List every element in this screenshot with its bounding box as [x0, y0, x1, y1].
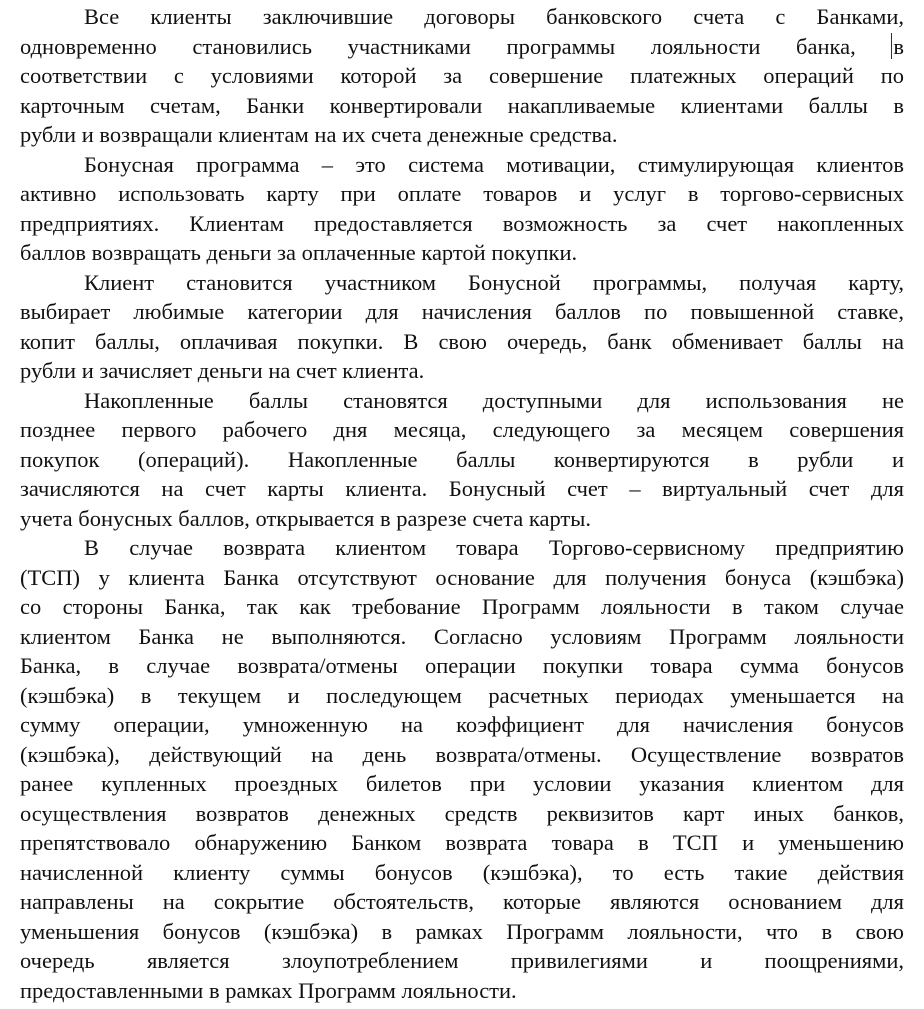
text-segment: в — [893, 33, 905, 59]
text-line: уменьшения бонусов (кэшбэка) в рамках Программ лояльности, что в свою — [20, 918, 904, 944]
text-line: Накопленные баллы становятся доступными для использования не — [84, 387, 904, 413]
text-line: рубли и возвращали клиентам на их счета денежные средства. — [20, 122, 618, 147]
text-line: соответствии с условиями которой за совершение платежных операций по — [20, 63, 904, 88]
text-line: В случае возврата клиентом товара Торгово-сервисному предприятию — [84, 535, 904, 560]
text-line: осуществления возвратов денежных средств реквизитов карт иных банков, — [20, 800, 904, 826]
text-line: копит баллы, оплачивая покупки. В свою очередь, банк обменивает баллы на — [20, 328, 904, 354]
text-line: рубли и зачисляет деньги на счет клиента. — [20, 358, 425, 383]
text-line: Все клиенты заключившие договоры банковского счета с Банками, — [84, 4, 904, 29]
text-line: клиентом Банка не выполняются. Согласно условиям Программ лояльности — [20, 623, 904, 649]
text-line: Бонусная программа – это система мотивации, стимулирующая клиентов — [84, 151, 904, 177]
text-line: активно использовать карту при оплате товаров и услуг в торгово-сервисных — [20, 181, 904, 206]
text-line: (ТСП) у клиента Банка отсутствуют основание для получения бонуса (кэшбэка) — [20, 564, 904, 590]
text-line: баллов возвращать деньги за оплаченные картой покупки. — [20, 240, 578, 265]
text-line: препятствовало обнаружению Банком возврата товара в ТСП и уменьшению — [20, 830, 904, 855]
text-line: направлены на сокрытие обстоятельств, которые являются основанием для — [20, 889, 904, 914]
text-line: позднее первого рабочего дня месяца, следующего за месяцем совершения — [20, 417, 904, 442]
text-line: (кэшбэка) в текущем и последующем расчетных периодах уменьшается на — [20, 682, 904, 708]
text-line: покупок (операций). Накопленные баллы конвертируются в рубли и — [20, 446, 904, 472]
text-line: предоставленными в рамках Программ лояльности. — [20, 977, 517, 1003]
text-line: зачисляются на счет карты клиента. Бонусный счет – виртуальный счет для — [20, 476, 904, 501]
paragraph-3 — [20, 268, 904, 386]
paragraph-1 — [20, 2, 904, 150]
text-line: (кэшбэка), действующий на день возврата/отмены. Осуществление возвратов — [20, 741, 904, 767]
text-line: со стороны Банка, так как требование Программ лояльности в таком случае — [20, 594, 904, 619]
text-line-with-cursor — [20, 32, 904, 62]
text-line: ранее купленных проездных билетов при условии указания клиентом для — [20, 771, 904, 796]
text-line: начисленной клиенту суммы бонусов (кэшбэка), то есть такие действия — [20, 859, 904, 885]
paragraph-2 — [20, 150, 904, 268]
text-line: выбирает любимые категории для начисления баллов по повышенной ставке, — [20, 299, 904, 324]
text-line: карточным счетам, Банки конвертировали накапливаемые клиентами баллы в — [20, 92, 904, 118]
text-line: предприятиях. Клиентам предоставляется возможность за счет накопленных — [20, 210, 904, 236]
text-line: Клиент становится участником Бонусной программы, получая карту, — [84, 269, 904, 295]
text-line: учета бонусных баллов, открывается в разрезе счета карты. — [20, 505, 591, 531]
text-line: очередь является злоупотреблением привилегиями и поощрениями, — [20, 948, 904, 973]
paragraph-5 — [20, 533, 904, 1005]
text-line: сумму операции, умноженную на коэффициент для начисления бонусов — [20, 712, 904, 737]
text-line: Банка, в случае возврата/отмены операции покупки товара сумма бонусов — [20, 653, 904, 678]
paragraph-4 — [20, 386, 904, 534]
text-segment: одновременно становились участниками программы лояльности банка, — [20, 33, 856, 59]
